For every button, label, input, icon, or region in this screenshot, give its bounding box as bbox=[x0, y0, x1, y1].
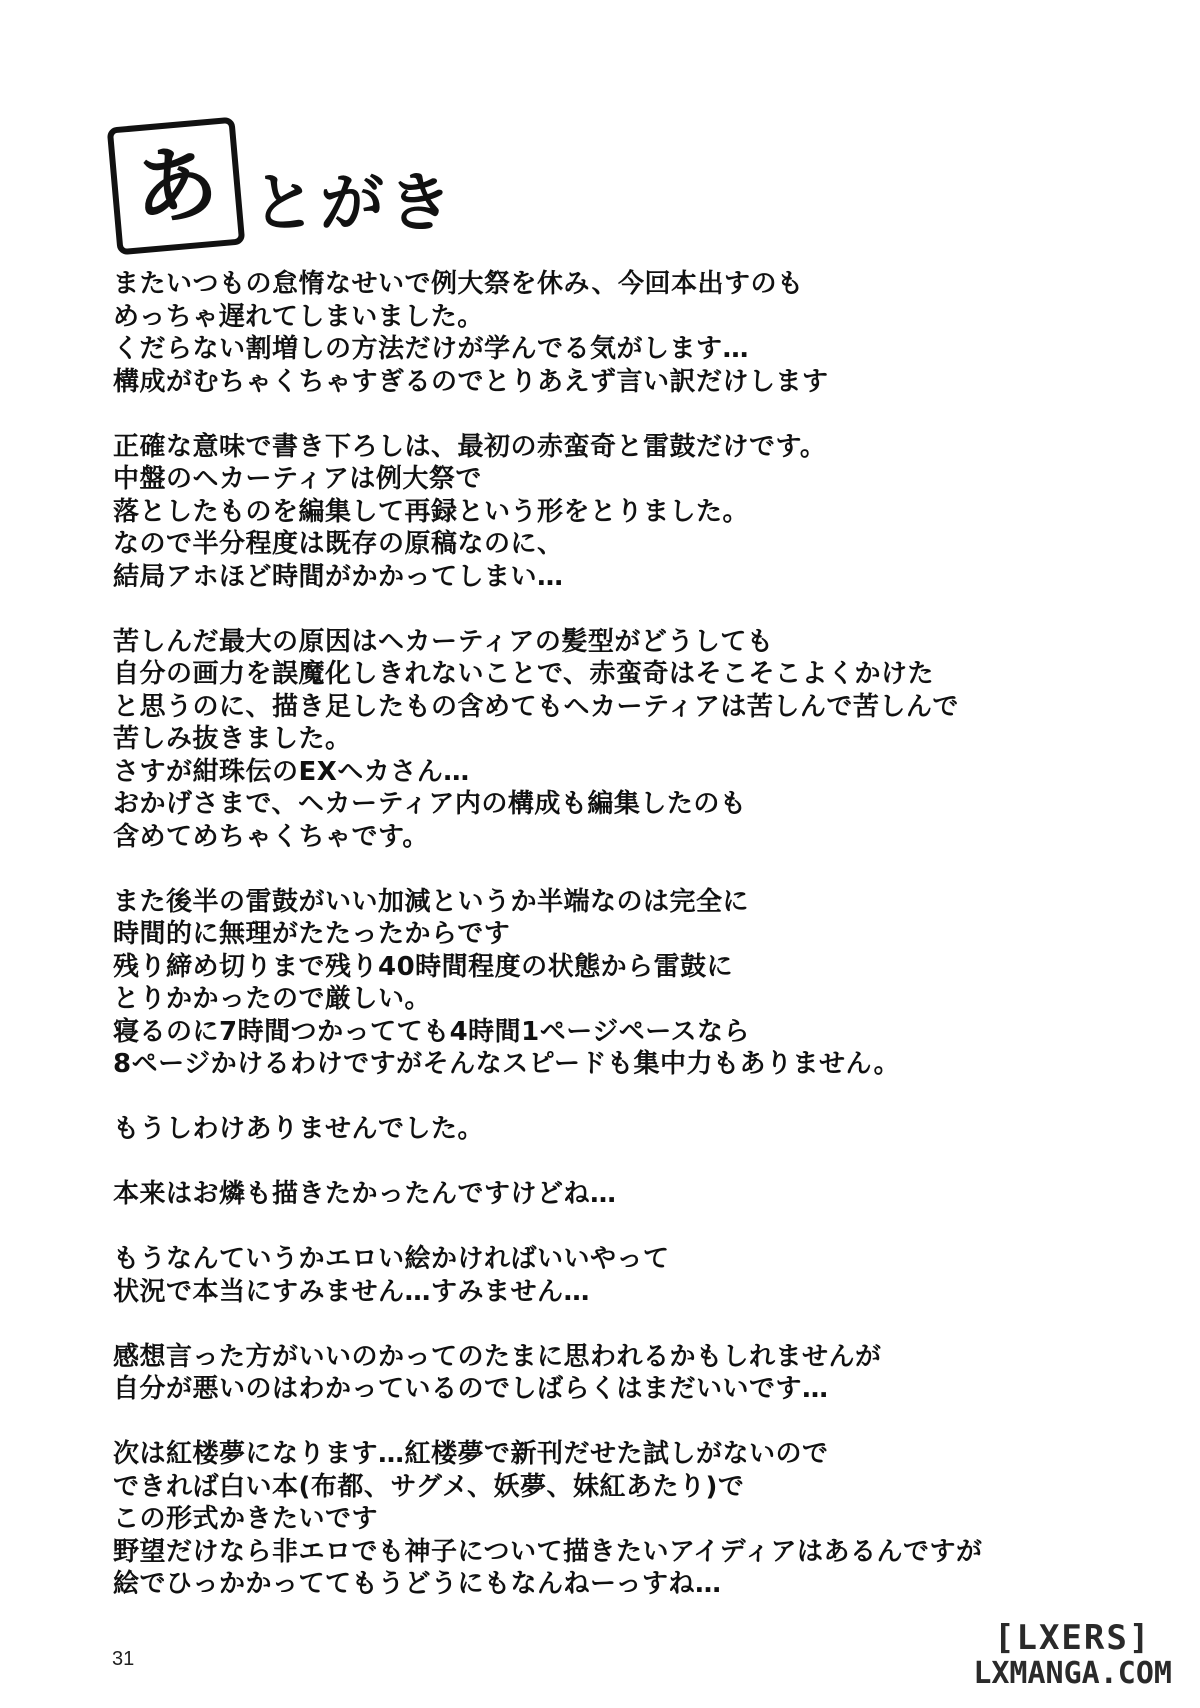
text-line: 絵でひっかかっててもうどうにもなんねーっすね… bbox=[113, 1569, 722, 1599]
text-line: 構成がむちゃくちゃすぎるのでとりあえず言い訳だけします bbox=[113, 366, 829, 397]
paragraph bbox=[113, 268, 1153, 398]
text-line: くだらない割増しの方法だけが学んでる気がします… bbox=[113, 334, 750, 364]
text-line: この形式かきたいです bbox=[113, 1504, 379, 1534]
text-line: 結局アホほど時間がかかってしまい… bbox=[113, 561, 564, 592]
text-line: 含めてめちゃくちゃです。 bbox=[113, 821, 429, 852]
text-line: 自分が悪いのはわかっているのでしばらくはまだいいです… bbox=[113, 1374, 829, 1404]
text-line: できれば白い本(布都、サグメ、妖夢、妹紅あたり)で bbox=[113, 1471, 745, 1502]
text-line: とりかかったので厳しい。 bbox=[113, 984, 432, 1014]
title-rest-text: とがき bbox=[252, 167, 456, 241]
text-line: なので半分程度は既存の原稿なのに、 bbox=[113, 529, 564, 559]
text-line: もうしわけありませんでした。 bbox=[113, 1114, 485, 1144]
paragraph bbox=[113, 1341, 1153, 1406]
watermark-logo bbox=[973, 1617, 1172, 1691]
watermark-bottom: LXMANGA.COM bbox=[973, 1656, 1172, 1691]
paragraph bbox=[113, 886, 1153, 1081]
text-line: 自分の画力を誤魔化しきれないことで、赤蛮奇はそこそこよくかけた bbox=[113, 659, 934, 689]
text-line: と思うのに、描き足したもの含めてもヘカーティアは苦しんで苦しんで bbox=[113, 691, 959, 722]
text-line: 感想言った方がいいのかってのたまに思われるかもしれませんが bbox=[113, 1341, 882, 1372]
text-line: 正確な意味で書き下ろしは、最初の赤蛮奇と雷鼓だけです。 bbox=[113, 431, 827, 462]
text-line: 苦しみ抜きました。 bbox=[113, 724, 352, 754]
text-line: 野望だけなら非エロでも神子について描きたいアイディアはあるんですが bbox=[113, 1536, 983, 1567]
paragraph bbox=[113, 1438, 1153, 1601]
text-line: おかげさまで、ヘカーティア内の構成も編集したのも bbox=[113, 789, 747, 819]
text-line: 中盤のヘカーティアは例大祭で bbox=[113, 464, 482, 494]
paragraph bbox=[113, 1178, 1153, 1211]
text-line: 落としたものを編集して再録という形をとりました。 bbox=[113, 496, 750, 527]
paragraph bbox=[113, 431, 1153, 594]
paragraph bbox=[113, 1243, 1153, 1308]
afterword-title bbox=[112, 100, 456, 250]
text-line: 寝るのに7時間つかってても4時間1ページペースなら bbox=[113, 1016, 750, 1047]
paragraph bbox=[113, 626, 1153, 854]
text-line: 残り締め切りまで残り40時間程度の状態から雷鼓に bbox=[113, 951, 734, 982]
title-boxed-char-text: あ bbox=[129, 133, 223, 239]
text-line: また後半の雷鼓がいい加減というか半端なのは完全に bbox=[113, 886, 750, 917]
text-line: 8ページかけるわけですがそんなスピードも集中力もありません。 bbox=[113, 1049, 901, 1079]
text-line: もうなんていうかエロい絵かければいいやって bbox=[113, 1244, 670, 1274]
text-line: さすが紺珠伝のEXヘカさん… bbox=[113, 756, 470, 787]
text-line: 本来はお燐も描きたかったんですけどね… bbox=[113, 1179, 617, 1209]
title-boxed-character bbox=[107, 117, 246, 256]
text-line: 次は紅楼夢になります…紅楼夢で新刊だせた試しがないので bbox=[113, 1439, 829, 1469]
text-line: またいつもの怠惰なせいで例大祭を休み、今回本出すのも bbox=[113, 269, 804, 299]
text-line: めっちゃ遅れてしまいました。 bbox=[113, 301, 484, 332]
text-line: 時間的に無理がたたったからです bbox=[113, 919, 511, 949]
paragraph bbox=[113, 1113, 1153, 1146]
text-line: 状況で本当にすみません…すみません… bbox=[113, 1276, 591, 1307]
watermark-top: [LXERS] bbox=[994, 1617, 1152, 1658]
afterword-body bbox=[113, 268, 1153, 1633]
text-line: 苦しんだ最大の原因はヘカーティアの髪型がどうしても bbox=[113, 626, 774, 657]
page-number: 31 bbox=[112, 1648, 135, 1670]
